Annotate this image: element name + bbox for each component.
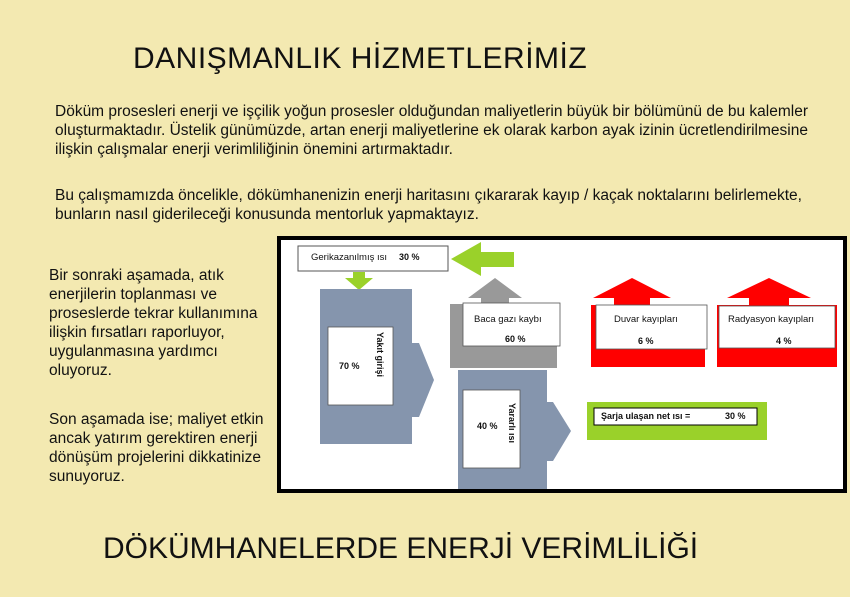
flue-gas-label: Baca gazı kaybı [474, 314, 542, 325]
net-heat-value: 30 % [725, 411, 746, 421]
useful-heat-value: 40 % [477, 421, 498, 431]
intro-paragraph: Döküm prosesleri enerji ve işçilik yoğun prosesler olduğundan maliyetlerin büyük bir bölümünü de bu kalemler oluşturmaktadır. Üstelik günümüzde, artan enerji maliyetlerine ek olarak karbon ayak izinin ücretlendirilmesine ilişkin çalışmalar enerji verimliliğinin önemini artırmaktadır. [55, 103, 808, 158]
energy-flow-diagram [277, 236, 847, 493]
wall-loss-value: 6 % [638, 336, 654, 346]
radiation-loss-label: Radyasyon kayıpları [728, 314, 815, 325]
recovered-heat-value: 30 % [399, 252, 420, 262]
final-stage-paragraph: Son aşamada ise; maliyet etkin ancak yatırım gerektiren enerji dönüşüm projelerini dikkatinize sunuyoruz. [49, 411, 264, 485]
flue-gas-value: 60 % [505, 334, 526, 344]
useful-heat-label: Yararlı ısı [507, 403, 517, 444]
footer-title: DÖKÜMHANELERDE ENERJİ VERİMLİLİĞİ [103, 532, 699, 565]
next-stage-paragraph: Bir sonraki aşamada, atık enerjilerin toplanması ve proseslerde tekrar kullanımına ilişkin fırsatları raporluyor, uygulanmasına yardımcı oluyoruz. [49, 267, 258, 379]
study-paragraph: Bu çalışmamızda öncelikle, dökümhanenizin enerji haritasını çıkararak kayıp / kaçak noktalarını belirlemekte, bunların nasıl giderileceği konusunda mentorluk yapmaktayız. [55, 187, 802, 223]
radiation-loss-value: 4 % [776, 336, 792, 346]
fuel-input-label: Yakıt girişi [375, 332, 385, 378]
net-heat-label: Şarja ulaşan net ısı = [601, 411, 691, 421]
recovered-heat-label: Gerikazanılmış ısı [311, 252, 388, 263]
page-title: DANIŞMANLIK HİZMETLERİMİZ [133, 42, 588, 75]
diagram-shapes [281, 240, 843, 489]
recovered-heat-arrow [451, 242, 514, 276]
recovered-heat-down-arrow [345, 272, 373, 290]
fuel-input-value: 70 % [339, 361, 360, 371]
wall-loss-label: Duvar kayıpları [614, 314, 678, 325]
